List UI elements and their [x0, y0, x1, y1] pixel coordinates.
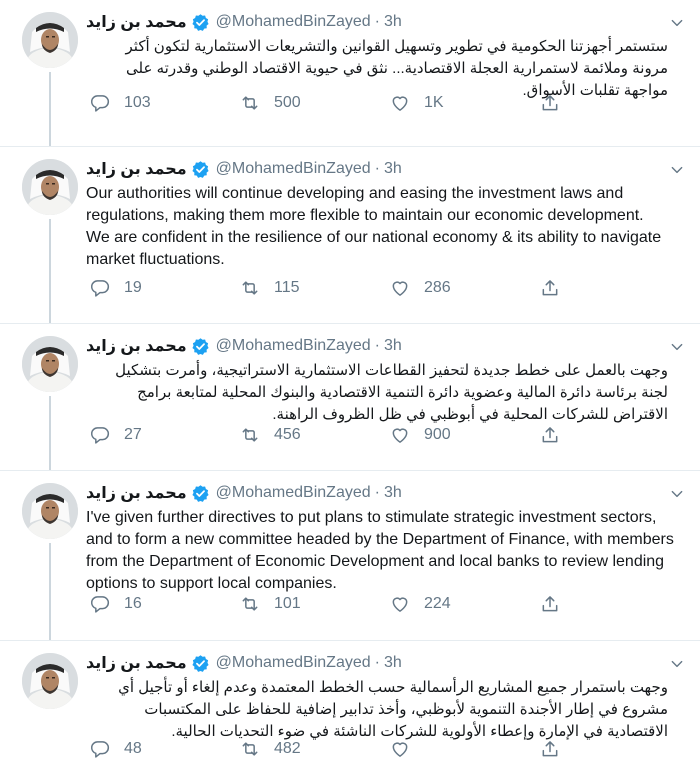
like-icon	[390, 93, 410, 113]
separator-dot: ·	[374, 160, 380, 177]
tweet-actions	[90, 278, 680, 298]
avatar[interactable]	[22, 12, 78, 68]
tweet-actions	[90, 93, 680, 113]
reply-button[interactable]	[90, 739, 240, 759]
avatar-portrait-image	[22, 12, 78, 68]
reply-icon	[90, 739, 110, 759]
avatar-portrait-image	[22, 336, 78, 392]
like-count: 286	[424, 279, 451, 296]
separator-dot: ·	[374, 13, 380, 30]
verified-badge-icon	[191, 484, 210, 503]
like-button[interactable]	[390, 594, 540, 614]
chevron-down-icon[interactable]	[670, 657, 684, 671]
share-icon	[540, 739, 560, 759]
author-name[interactable]: محمد بن زايد	[86, 485, 187, 502]
tweet-header	[86, 159, 686, 179]
author-handle[interactable]: @MohamedBinZayed	[215, 337, 371, 354]
tweet-header	[86, 483, 686, 503]
verified-badge-icon	[191, 13, 210, 32]
avatar-portrait-image	[22, 159, 78, 215]
share-icon	[540, 425, 560, 445]
chevron-down-icon[interactable]	[670, 340, 684, 354]
like-button[interactable]	[390, 278, 540, 298]
verified-badge-icon	[191, 337, 210, 356]
tweet-actions	[90, 425, 680, 445]
reply-button[interactable]	[90, 278, 240, 298]
retweet-count: 101	[274, 595, 301, 612]
share-button[interactable]	[540, 278, 574, 298]
retweet-count: 482	[274, 740, 301, 757]
thread-connector-line	[49, 396, 51, 470]
tweet-timestamp[interactable]: 3h	[383, 337, 402, 354]
retweet-icon	[240, 594, 260, 614]
tweet-timestamp[interactable]: 3h	[383, 160, 402, 177]
reply-count: 103	[124, 94, 151, 111]
share-icon	[540, 594, 560, 614]
like-icon	[390, 425, 410, 445]
like-button[interactable]	[390, 425, 540, 445]
retweet-button[interactable]	[240, 93, 390, 113]
like-icon	[390, 739, 410, 759]
retweet-count: 456	[274, 426, 301, 443]
reply-count: 27	[124, 426, 142, 443]
reply-icon	[90, 425, 110, 445]
chevron-down-icon[interactable]	[670, 16, 684, 30]
tweet-text: Our authorities will continue developing and easing the investment laws and regulations, making them more flexible to maintain our economic development. We are confident in the resilience of our national economy & its ability to navigate market fluctuations.	[86, 185, 662, 268]
tweet[interactable]	[0, 0, 700, 147]
avatar-portrait-image	[22, 483, 78, 539]
tweet-timestamp[interactable]: 3h	[383, 13, 402, 30]
author-handle[interactable]: @MohamedBinZayed	[215, 484, 371, 501]
author-handle[interactable]: @MohamedBinZayed	[215, 13, 371, 30]
retweet-button[interactable]	[240, 739, 390, 759]
like-button[interactable]	[390, 93, 540, 113]
share-icon	[540, 93, 560, 113]
share-button[interactable]	[540, 93, 574, 113]
reply-button[interactable]	[90, 594, 240, 614]
share-icon	[540, 278, 560, 298]
reply-count: 19	[124, 279, 142, 296]
retweet-button[interactable]	[240, 278, 390, 298]
thread-connector-line	[49, 543, 51, 640]
avatar-portrait-image	[22, 653, 78, 709]
verified-badge-icon	[191, 654, 210, 673]
tweet[interactable]	[0, 147, 700, 324]
retweet-count: 115	[274, 279, 300, 296]
chevron-down-icon[interactable]	[670, 487, 684, 501]
tweet-text: I've given further directives to put plans to stimulate strategic investment sectors, and to form a new committee headed by the Department of Finance, with members from the Department of Economic Development and local banks to review lending options to support local companies.	[86, 509, 674, 592]
like-count: 900	[424, 426, 451, 443]
reply-count: 16	[124, 595, 142, 612]
reply-icon	[90, 594, 110, 614]
tweet-timestamp[interactable]: 3h	[383, 484, 402, 501]
tweet-text: وجهت بالعمل على خطط جديدة لتحفيز القطاعات الاستثمارية الاستراتيجية، وأمرت بتشكيل لجنة برئاسة دائرة المالية وعضوية دائرة التنمية الاقتصادية والبنوك المحلية لمتابعة برامج الاقتراض للشركات المحلية في أبوظبي في ظل الظروف الراهنة.	[115, 362, 668, 423]
like-icon	[390, 278, 410, 298]
tweet-header	[86, 336, 686, 356]
retweet-button[interactable]	[240, 425, 390, 445]
author-name[interactable]: محمد بن زايد	[86, 338, 187, 355]
share-button[interactable]	[540, 594, 574, 614]
retweet-icon	[240, 278, 260, 298]
retweet-icon	[240, 93, 260, 113]
share-button[interactable]	[540, 425, 574, 445]
tweet[interactable]	[0, 324, 700, 471]
retweet-icon	[240, 425, 260, 445]
avatar[interactable]	[22, 653, 78, 709]
chevron-down-icon[interactable]	[670, 163, 684, 177]
avatar[interactable]	[22, 336, 78, 392]
tweet-header	[86, 653, 686, 673]
avatar[interactable]	[22, 483, 78, 539]
thread-connector-line	[49, 219, 51, 323]
like-icon	[390, 594, 410, 614]
like-count: 1K	[424, 94, 444, 111]
tweet-header	[86, 12, 686, 32]
tweet-text: وجهت باستمرار جميع المشاريع الرأسمالية حسب الخطط المعتمدة وعدم إلغاء أو تأجيل أي مشروع في إطار الأجندة التنموية لأبوظبي، وأخذ تدابير إضافية للحفاظ على المكتسبات الاقتصادية في الإمارة وإعطاء الأولوية للشركات الناشئة في ضوء التحديات الحالية.	[118, 679, 668, 740]
separator-dot: ·	[374, 654, 380, 671]
tweet-timestamp[interactable]: 3h	[383, 654, 402, 671]
retweet-icon	[240, 739, 260, 759]
tweet[interactable]	[0, 641, 700, 779]
reply-count: 48	[124, 740, 142, 757]
tweet-actions	[90, 594, 680, 614]
reply-icon	[90, 93, 110, 113]
author-handle[interactable]: @MohamedBinZayed	[215, 160, 371, 177]
retweet-count: 500	[274, 94, 301, 111]
like-count: 224	[424, 595, 451, 612]
share-button[interactable]	[540, 739, 574, 759]
retweet-button[interactable]	[240, 594, 390, 614]
author-name[interactable]: محمد بن زايد	[86, 161, 187, 178]
reply-icon	[90, 278, 110, 298]
tweet-text: ستستمر أجهزتنا الحكومية في تطوير وتسهيل القوانين والتشريعات الاستثمارية لتكون أكثر مرونة وملائمة لاستمرارية العجلة الاقتصادية... نثق في حيوية الاقتصاد الوطني وقدرته على مواجهة تقلبات الأسواق.	[125, 38, 668, 99]
separator-dot: ·	[374, 337, 380, 354]
separator-dot: ·	[374, 484, 380, 501]
author-handle[interactable]: @MohamedBinZayed	[215, 654, 371, 671]
tweet-actions	[90, 739, 680, 759]
avatar[interactable]	[22, 159, 78, 215]
author-name[interactable]: محمد بن زايد	[86, 14, 187, 31]
thread-connector-line	[49, 72, 51, 146]
reply-button[interactable]	[90, 93, 240, 113]
reply-button[interactable]	[90, 425, 240, 445]
tweet[interactable]	[0, 471, 700, 641]
like-button[interactable]	[390, 739, 540, 759]
author-name[interactable]: محمد بن زايد	[86, 655, 187, 672]
verified-badge-icon	[191, 160, 210, 179]
